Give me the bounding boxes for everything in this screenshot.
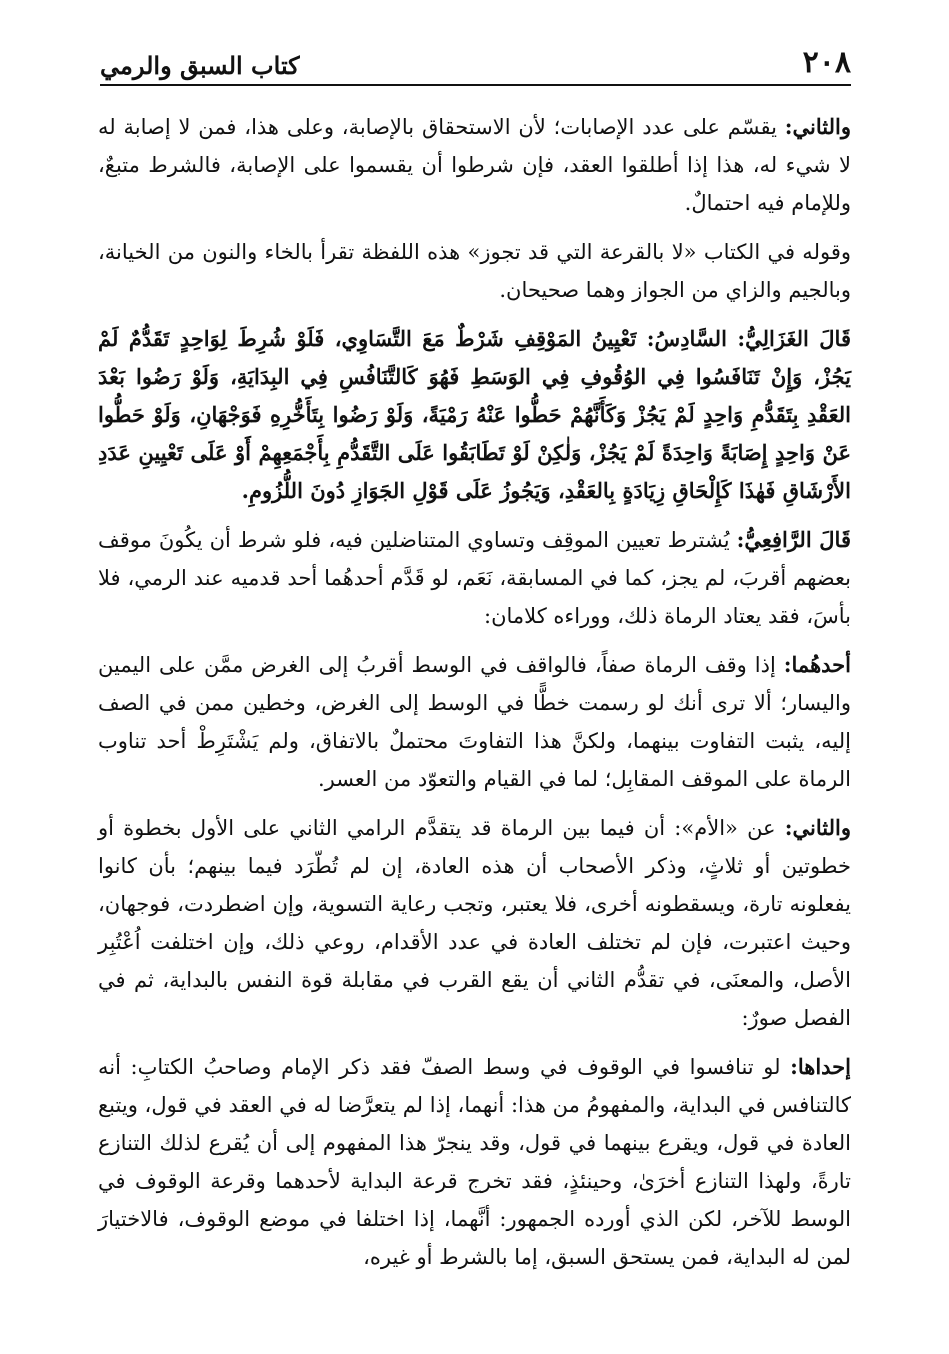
paragraph-lead: أحدهُما:: [783, 652, 851, 677]
paragraph-second-opinion: [98, 108, 851, 222]
running-title: كتاب السبق والرمي: [100, 51, 300, 80]
paragraph-lead: والثاني:: [784, 815, 851, 840]
paragraph-text: يقسّم على عدد الإصابات؛ لأن الاستحقاق بالإصابة، وعلى هذا، فمن لا إصابة له لا شيء له، هذا إذا أطلقوا العقد، فإن شرطوا أن يقسموا على الإصابة، فالشرط متبعٌ، وللإمام فيه احتمالٌ.: [98, 115, 851, 215]
paragraph-text: عن «الأم»: أن فيما بين الرماة قد يتقدَّم الرامي الثاني على الأول بخطوة أو خطوتين أو ثلاثٍ، وذكر الأصحاب أن هذه العادة، إن لم تُطّرَد فيما بينهم؛ بأن كانوا يفعلونه تارة، ويسقطونه أخرى، فلا يعتبر، وتجب رعاية التسوية، وإن اضطردت، فوجهان، وحيث اعتبرت، فإن لم تختلف العادة في عدد الأقدام، روعي ذلك، وإن اختلفت اُعْتُبِر الأصل، والمعنَى، في تقدُّم الثاني أن يقع القرب في مقابلة قوة النفس بالبداية، ثم في الفصل صورٌ:: [98, 816, 852, 1030]
page-header: [100, 40, 851, 86]
paragraph-lead: والثاني:: [784, 114, 851, 139]
page-number: ٢٠٨: [802, 45, 851, 80]
paragraph-first-remark: [98, 646, 851, 798]
paragraph-text: إذا وقف الرماة صفاً، فالواقف في الوسط أقربُ إلى الغرض ممَّن على اليمين واليسار؛ ألا ترى أنك لو رسمت خطًّا في الوسط إلى الغرض، وخطين ممن في الصف إليه، يثبت التفاوت بينهما، ولكنَّ هذا التفاوتَ محتملٌ بالاتفاق، ولم يَشْتَرِطْ أحد تناوب الرماة على الموقف المقابِل؛ لما في القيام والتعوّد من العسر.: [98, 653, 851, 791]
paragraph-text: يُشترط تعيين الموقِف وتساوي المتناضلين فيه، فلو شرط أن يكُونَ موقف بعضهم أقربَ، لم يجز، كما في المسابقة، نَعَم، لو قَدَّم أحدهُما أحد قدميه عند الرمي، فلا بأسَ، فقد يعتاد الرماة ذلك، ووراءه كلامان:: [98, 528, 851, 628]
paragraph-lead: إحداها:: [790, 1054, 851, 1079]
page-body: [98, 108, 851, 1284]
paragraph-text: السَّادِسُ: تَعْيِينُ المَوْقِفِ شَرْطٌ مَعَ التَّسَاوِي، فَلَوْ شُرِطَ لِوَاحِدٍ تَقَدُّمٌ لَمْ يَجُزْ، وَإِنْ تَنَافَسُوا فِي الوُقُوفِ فِي الوَسَطِ فَهُوَ كَالتَّنَافُسِ فِي البِدَايَةِ، وَلَوْ رَضُوا بَعْدَ العَقْدِ بِتَقَدُّمِ وَاحِدٍ لَمْ يَجُزْ وَكَأَنَّهُمْ حَطُّوا عَنْهُ رَمْيَةً، وَلَوْ رَضُوا بِتَأَخُّرِهِ فَوَجْهَانِ، وَلَوْ حَطُّوا عَنْ وَاحِدٍ إِصَابَةً وَاحِدَةً لَمْ يَجُزْ، وَلٰكِنْ لَوْ تَطَابَقُوا عَلَى التَّقَدُّمِ بِأَجْمَعِهِمْ أَوْ عَلَى تَعْيِينِ عَدَدِ الأَرْشَاقِ فَهٰذَا كَإِلْحَاقِ زِيَادَةٍ بِالعَقْدِ، وَيَجُوزُ عَلَى قَوْلِ الجَوَازِ دُونَ اللُّزُومِ.: [98, 326, 851, 503]
paragraph-lead: قَالَ الغَزَالِيُّ:: [737, 326, 851, 351]
paragraph-book-wording: [98, 233, 851, 309]
paragraph-ghazali: [98, 320, 851, 510]
paragraph-text: وقوله في الكتاب «لا بالقرعة التي قد تجوز» هذه اللفظة تقرأ بالخاء والنون من الخيانة، وبالجيم والزاي من الجواز وهما صحيحان.: [98, 240, 851, 302]
paragraph-text: لو تنافسوا في الوقوف في وسط الصفّ فقد ذكر الإمام وصاحبُ الكتابِ: أنه كالتنافس في البداية، والمفهومُ من هذا: أنهما، إذا لم يتعرَّضا له في العقد في قول، ويتبع العادة في قول، ويقرع بينهما في قول، وقد ينجرّ هذا المفهوم إلى أن يُقرع لذلك التنازع تارةً، ولهذا التنازع أخرَىٰ، وحينئذٍ، فقد تخرج قرعة البداية لأحدهما وقرعة الوقوف في الوسط للآخر، لكن الذي أورده الجمهور: أنَّهما، إذا اختلفا في موضع الوقوف، فالاختيارَ لمن له البداية، فمن يستحق السبق، إما بالشرط أو غيره،: [98, 1055, 851, 1269]
paragraph-first-case: [98, 1048, 851, 1276]
paragraph-second-remark: [98, 809, 851, 1037]
paragraph-rafii: [98, 521, 851, 635]
paragraph-lead: قَالَ الرَّافِعِيُّ:: [736, 527, 851, 552]
